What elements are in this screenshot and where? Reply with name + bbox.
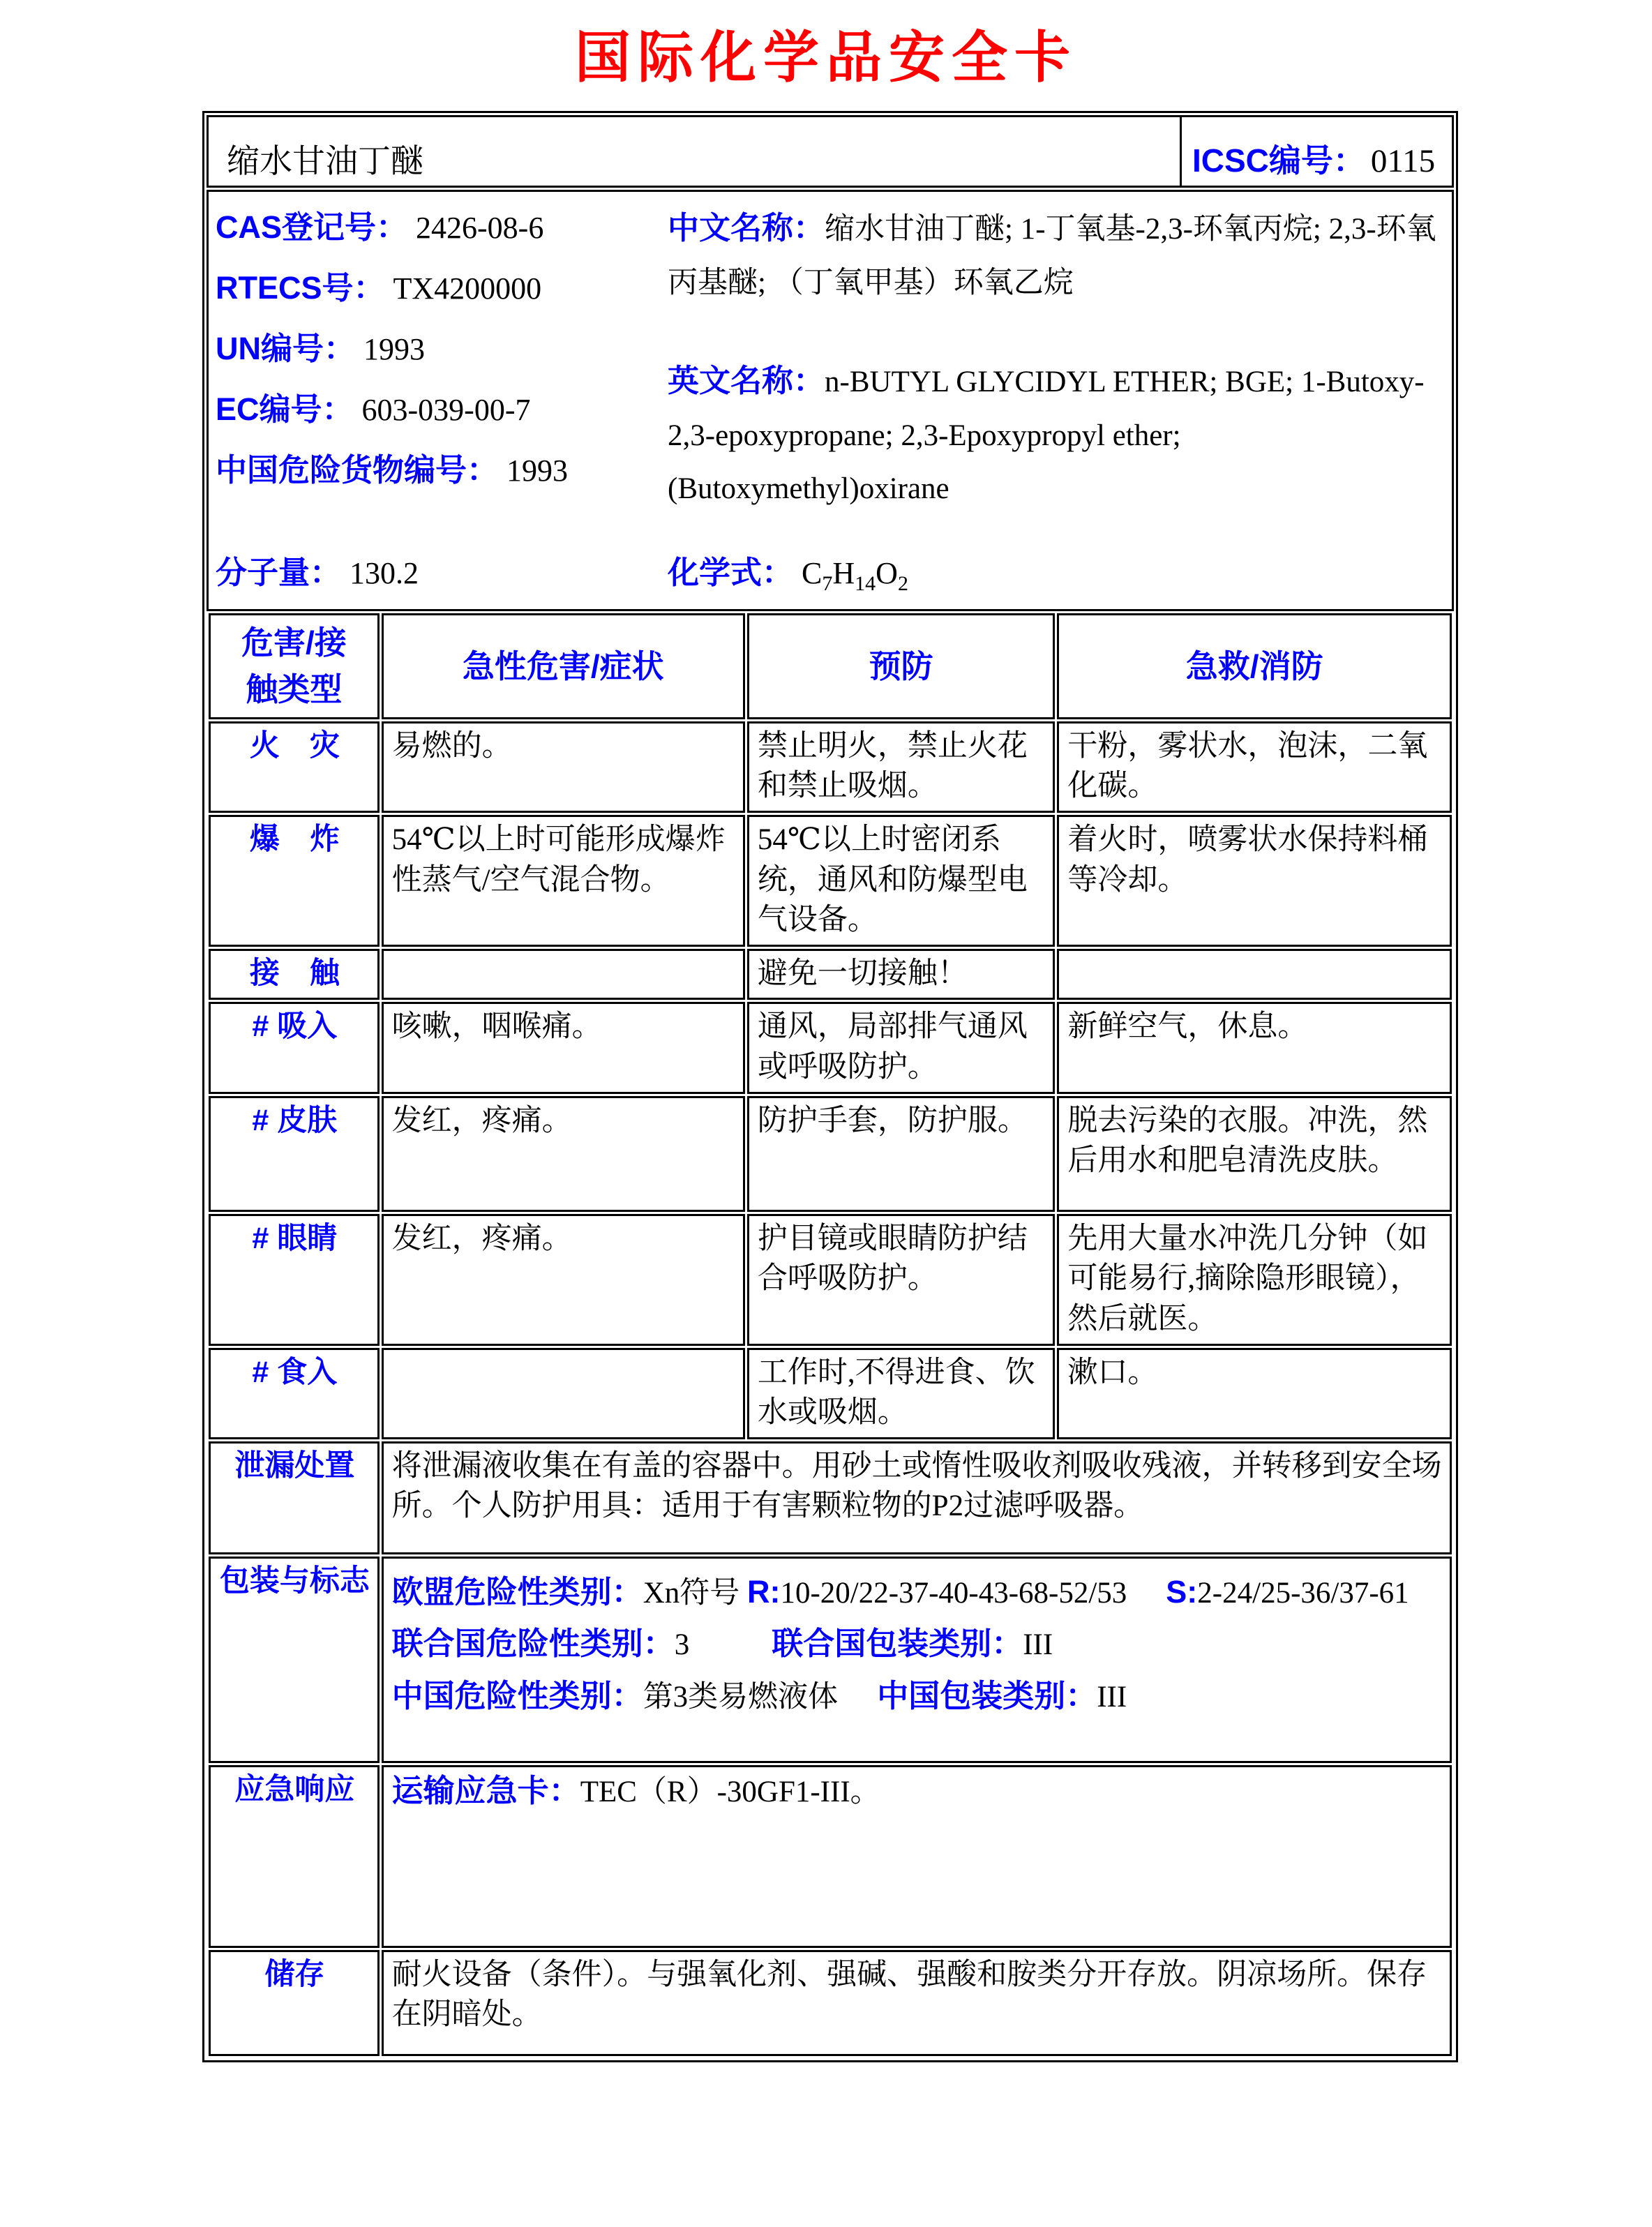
un-class-value: 3 (674, 1628, 690, 1662)
china-dg-label: 中国危险货物编号： (216, 451, 499, 488)
english-name-value: n-BUTYL GLYCIDYL ETHER; BGE; 1-Butoxy-2,3-epoxypropane; 2,3-Epoxypropyl ether; (Butoxymethyl)oxirane (668, 366, 1425, 506)
firstaid-cell (1057, 949, 1452, 1000)
prevention-cell: 54℃以上时密闭系统，通风和防爆型电气设备。 (747, 815, 1055, 947)
firstaid-cell: 漱口。 (1057, 1348, 1452, 1439)
prevention-cell: 防护手套，防护服。 (747, 1096, 1055, 1212)
china-pack-label: 中国包装类别： (877, 1677, 1097, 1714)
ec-value: 603-039-00-7 (361, 392, 531, 427)
prevention-cell: 避免一切接触！ (747, 949, 1055, 1000)
prevention-cell: 护目镜或眼睛防护结合呼吸防护。 (747, 1214, 1055, 1346)
symptoms-cell: 咳嗽，咽喉痛。 (382, 1002, 745, 1093)
row-eyes (209, 1214, 1452, 1346)
molecular-weight-value: 130.2 (350, 555, 419, 590)
eu-class-value: Xn符号 (643, 1576, 747, 1610)
firstaid-cell: 先用大量水冲洗几分钟（如可能易行,摘除隐形眼镜），然后就医。 (1057, 1214, 1452, 1346)
chinese-name-label: 中文名称： (668, 210, 825, 246)
hazard-type-cell: # 眼睛 (209, 1214, 380, 1346)
spill-content-cell: 将泄漏液收集在有盖的容器中。用砂土或惰性吸收剂吸收残液，并转移到安全场所。个人防护用具：适用于有害颗粒物的P2过滤呼吸器。 (382, 1441, 1452, 1554)
storage-content-cell: 耐火设备（条件）。与强氧化剂、强碱、强酸和胺类分开存放。阴凉场所。保存在阴暗处。 (382, 1950, 1452, 2056)
col-header-prevention: 预防 (747, 613, 1055, 719)
symptoms-cell (382, 949, 745, 1000)
hazard-type-cell: 接 触 (209, 949, 380, 1000)
row-contact (209, 949, 1452, 1000)
icsc-number-value: 0115 (1370, 143, 1436, 179)
transport-card-label: 运输应急卡： (391, 1772, 580, 1808)
identification-section (206, 190, 1454, 611)
r-phrases-label: R: (747, 1573, 781, 1610)
symptoms-cell: 发红，疼痛。 (382, 1214, 745, 1346)
un-label: UN编号： (216, 330, 355, 366)
china-classification-line (392, 1675, 1443, 1718)
un-pack-value: III (1023, 1628, 1053, 1662)
symptoms-cell: 发红，疼痛。 (382, 1096, 745, 1212)
row-inhalation (209, 1002, 1452, 1093)
symptoms-cell (382, 1348, 745, 1439)
chinese-name (668, 200, 1442, 310)
rtecs-value: TX4200000 (393, 271, 542, 306)
firstaid-cell: 脱去污染的衣服。冲洗，然后用水和肥皂清洗皮肤。 (1057, 1096, 1452, 1212)
page-title: 国际化学品安全卡 (575, 24, 1077, 90)
emergency-content-cell (382, 1765, 1452, 1948)
hazard-type-cell: 火 灾 (209, 721, 380, 813)
chemical-formula (668, 547, 908, 596)
row-packaging-labelling (209, 1557, 1452, 1763)
icsc-number (1184, 117, 1452, 186)
china-pack-value: III (1097, 1680, 1127, 1714)
prevention-cell: 禁止明火，禁止火花和禁止吸烟。 (747, 721, 1055, 813)
section-label-cell: 包装与标志 (209, 1557, 380, 1763)
symptoms-cell: 易燃的。 (382, 721, 745, 813)
english-name (668, 353, 1442, 516)
hazard-table (206, 611, 1454, 2057)
row-spill-disposal (209, 1441, 1452, 1554)
chemical-names (668, 197, 1442, 516)
section-label-cell: 泄漏处置 (209, 1441, 380, 1554)
rtecs-label: RTECS号： (216, 269, 385, 306)
ec-label: EC编号： (216, 391, 354, 427)
cas-number (216, 197, 668, 258)
icsc-number-label: ICSC编号： (1192, 142, 1365, 179)
chemical-formula-value: $C_7H_{14}O_2$ (802, 555, 908, 595)
hazard-type-cell: # 食入 (209, 1348, 380, 1439)
symptoms-cell: 54℃以上时可能形成爆炸性蒸气/空气混合物。 (382, 815, 745, 947)
un-value: 1993 (363, 331, 425, 366)
firstaid-cell: 着火时，喷雾状水保持料桶等冷却。 (1057, 815, 1452, 947)
china-class-label: 中国危险性类别： (391, 1677, 643, 1714)
chemical-name: 缩水甘油丁醚 (209, 117, 1182, 186)
s-phrases-label: S: (1166, 1573, 1198, 1610)
row-emergency-response (209, 1765, 1452, 1948)
china-class-value: 第3类易燃液体 (643, 1680, 839, 1714)
cas-value: 2426-08-6 (416, 211, 544, 245)
un-number (216, 319, 668, 380)
molecular-weight-label: 分子量： (216, 554, 342, 590)
ec-number (216, 380, 668, 440)
s-phrases-value: 2-24/25-36/37-61 (1197, 1576, 1409, 1610)
row-explosion (209, 815, 1452, 947)
prevention-cell: 通风，局部排气通风或呼吸防护。 (747, 1002, 1055, 1093)
row-fire (209, 721, 1452, 813)
rtecs-number (216, 258, 668, 319)
china-dg-number (216, 440, 668, 501)
col-header-symptoms: 急性危害/症状 (382, 613, 745, 719)
firstaid-cell: 新鲜空气，休息。 (1057, 1002, 1452, 1093)
row-skin (209, 1096, 1452, 1212)
section-label-cell: 应急响应 (209, 1765, 380, 1948)
firstaid-cell: 干粉，雾状水，泡沫，二氧化碳。 (1057, 721, 1452, 813)
row-storage (209, 1950, 1452, 2056)
english-name-label: 英文名称： (668, 363, 825, 399)
eu-class-label: 欧盟危险性类别： (391, 1573, 643, 1610)
chemical-formula-label: 化学式： (668, 554, 794, 590)
transport-card-value: TEC（R）-30GF1-III。 (580, 1775, 880, 1808)
china-dg-value: 1993 (506, 453, 569, 488)
col-header-hazard-type: 危害/接触类型 (209, 613, 380, 719)
section-label-cell: 储存 (209, 1950, 380, 2056)
card-header (206, 115, 1454, 188)
chinese-name-value: 缩水甘油丁醚; 1-丁氧基-2,3-环氧丙烷; 2,3-环氧丙基醚; （丁氧甲基）环氧乙烷 (668, 213, 1436, 299)
molecular-weight (216, 547, 668, 596)
un-class-label: 联合国危险性类别： (391, 1626, 675, 1662)
hazard-type-cell: # 皮肤 (209, 1096, 380, 1212)
eu-classification-line (392, 1571, 1443, 1614)
cas-label: CAS登记号： (216, 209, 408, 245)
row-ingestion (209, 1348, 1452, 1439)
table-header-row (209, 613, 1452, 719)
prevention-cell: 工作时,不得进食、饮水或吸烟。 (747, 1348, 1055, 1439)
registry-numbers (216, 197, 668, 516)
un-classification-line (392, 1623, 1443, 1665)
icsc-card (202, 111, 1458, 2062)
col-header-firstaid: 急救/消防 (1057, 613, 1452, 719)
hazard-type-cell: # 吸入 (209, 1002, 380, 1093)
packaging-content-cell (382, 1557, 1452, 1763)
r-phrases-value: 10-20/22-37-40-43-68-52/53 (780, 1576, 1127, 1610)
hazard-type-cell: 爆 炸 (209, 815, 380, 947)
un-pack-label: 联合国包装类别： (772, 1626, 1023, 1662)
